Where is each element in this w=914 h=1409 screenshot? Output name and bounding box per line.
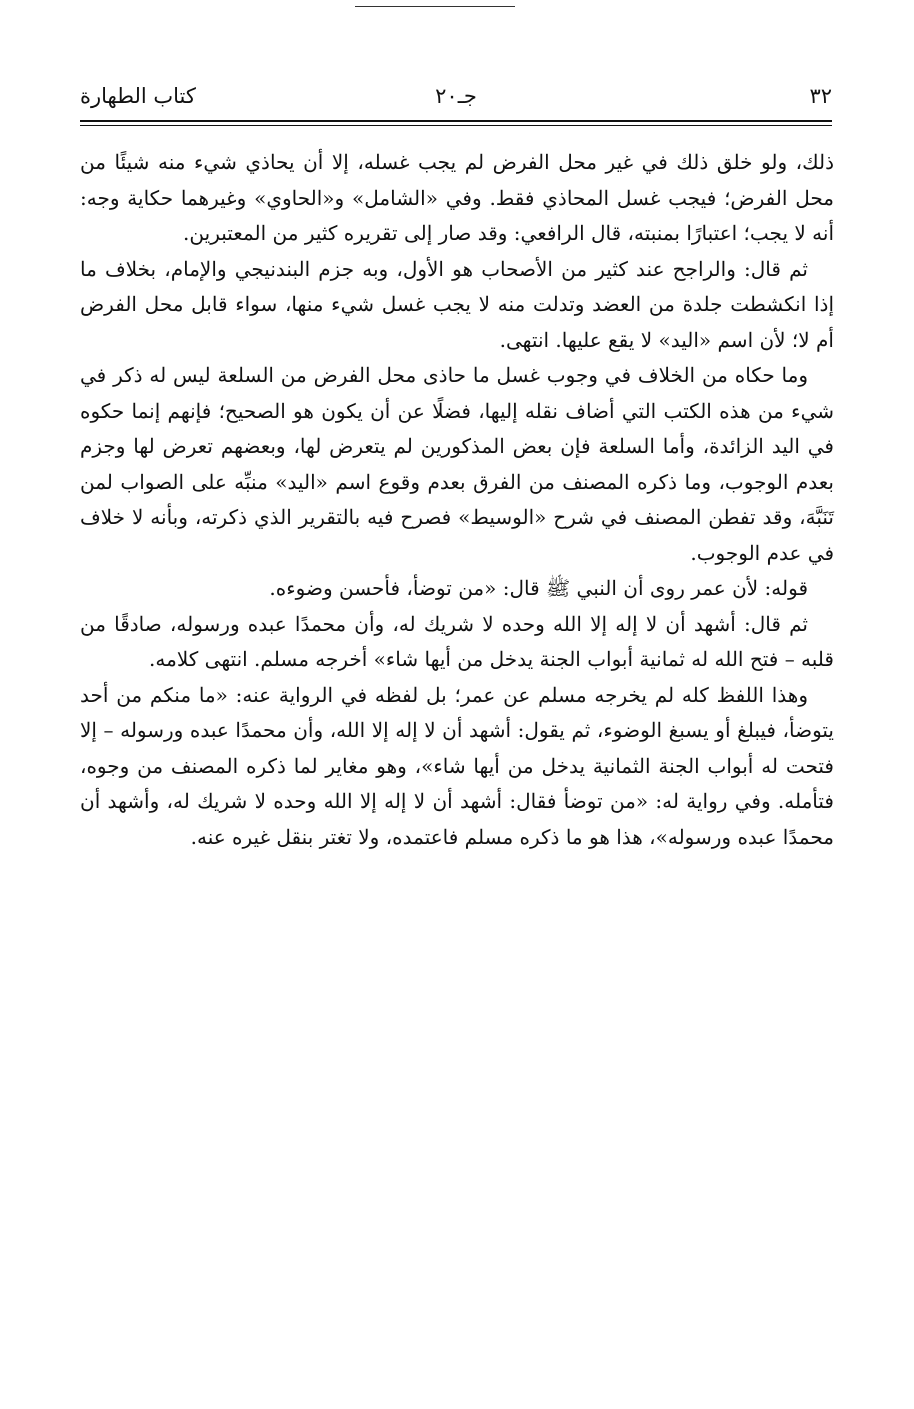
page-number: ٣٢ <box>809 84 832 108</box>
book-title: كتاب الطهارة <box>80 84 196 108</box>
top-decorative-rule <box>355 6 515 7</box>
paragraph-quote: قوله: لأن عمر روى أن النبي ﷺ قال: «من توضأ، فأحسن وضوءه. <box>269 576 808 600</box>
paragraph: ثم قال: أشهد أن لا إله إلا الله وحده لا شريك له، وأن محمدًا عبده ورسوله، صادقًا من قلبه – فتح الله له ثمانية أبواب الجنة يدخل من أيها شاء» أخرجه مسلم. انتهى كلامه. <box>80 611 834 671</box>
header-divider-thin <box>80 125 832 126</box>
volume-label: جـ٢٠ <box>435 84 477 108</box>
paragraph-continuation: ذلك، ولو خلق ذلك في غير محل الفرض لم يجب غسله، إلا أن يحاذي شيء منه شيئًا من محل الفرض؛ فيجب غسل المحاذي فقط. وفي «الشامل» و«الحاوي» وغيرهما حكاية وجه: أنه لا يجب؛ اعتبارًا بمنبته، قال الرافعي: وقد صار إلى تقريره كثير من المعتبرين. <box>80 150 834 245</box>
paragraph: ثم قال: والراجح عند كثير من الأصحاب هو الأول، وبه جزم البندنيجي والإمام، بخلاف ما إذا انكشطت جلدة من العضد وتدلت منه لا يجب غسل شيء منها، سواء قابل محل الفرض أم لا؛ لأن اسم «اليد» لا يقع عليها. انتهى. <box>80 256 834 352</box>
paragraph: وما حكاه من الخلاف في وجوب غسل ما حاذى محل الفرض من السلعة ليس له ذكر في شيء من هذه الكتب التي أضاف نقله إليها، فضلًا عن أن يكون هو الصحيح؛ فإنهم إنما حكوه في اليد الزائدة، وأما السلعة فإن بعض المذكورين لم يتعرض لها، وبعضهم تعرض لها وجزم بعدم الوجوب، وما ذكره المصنف من الفرق بعدم وقوع اسم «اليد» منبِّه على الصواب لمن تَنَبَّهَ، وقد تفطن المصنف في شرح «الوسيط» فصرح فيه بالتقرير الذي ذكرته، وبأنه لا خلاف في عدم الوجوب. <box>80 363 835 565</box>
paragraph: وهذا اللفظ كله لم يخرجه مسلم عن عمر؛ بل لفظه في الرواية عنه: «ما منكم من أحد يتوضأ، فيبلغ أو يسبغ الوضوء، ثم يقول: أشهد أن لا إله إلا الله، وأن محمدًا عبده ورسوله – إلا فتحت له أبواب الجنة الثمانية يدخل من أيها شاء»، وهو مغاير لما ذكره المصنف من وجوه، فتأمله. وفي رواية له: «من توضأ فقال: أشهد أن لا إله إلا الله وحده لا شريك له، وأشهد أن محمدًا عبده ورسوله»، هذا هو ما ذكره مسلم فاعتمده، ولا تغتر بنقل غيره عنه. <box>80 682 834 849</box>
page-body <box>80 145 834 855</box>
page-header <box>80 84 832 118</box>
header-divider-thick <box>80 120 832 122</box>
